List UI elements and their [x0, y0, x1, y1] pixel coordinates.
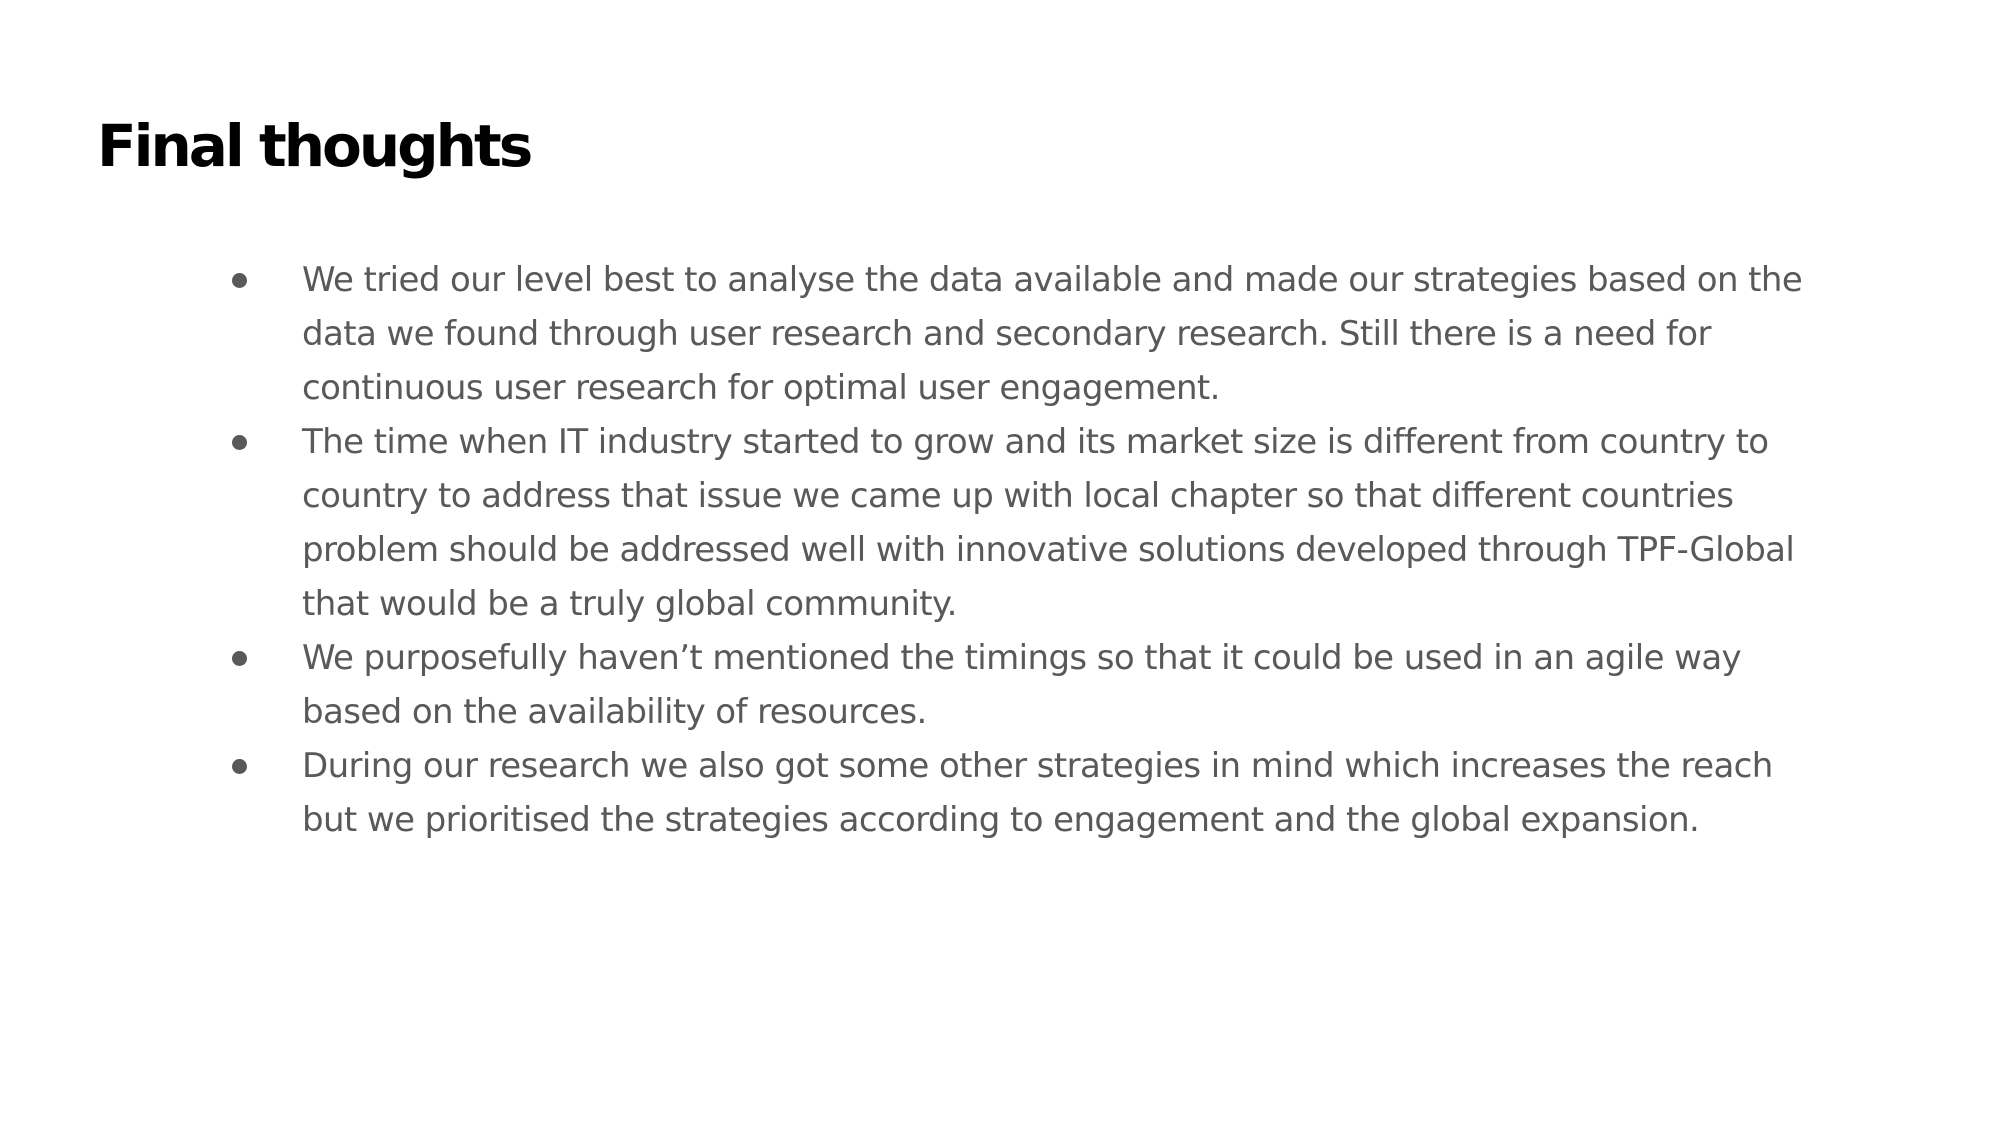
bullet-dot-icon — [232, 651, 247, 666]
bullet-dot-icon — [232, 435, 247, 450]
bullet-dot-icon — [232, 273, 247, 288]
bullet-text: During our research we also got some other strategies in mind which increases the reach but we prioritised the strategies according to engagement and the global expansion. — [302, 746, 1773, 840]
bullet-item — [228, 739, 1828, 847]
bullet-text: The time when IT industry started to grow and its market size is different from country to country to address that issue we came up with local chapter so that different countries problem should be addressed well with innovative solutions developed through TPF-Global that would be a truly global community. — [302, 422, 1795, 624]
bullet-item — [228, 253, 1828, 415]
bullet-text: We purposefully haven’t mentioned the timings so that it could be used in an agile way based on the availability of resources. — [302, 638, 1742, 732]
bullet-item — [228, 415, 1828, 631]
bullet-text: We tried our level best to analyse the data available and made our strategies based on the data we found through user research and secondary research. Still there is a need for continuous user research for optimal user engagement. — [302, 260, 1803, 408]
bullet-dot-icon — [232, 759, 247, 774]
bullet-list — [228, 253, 1828, 847]
slide-title: Final thoughts — [97, 112, 531, 180]
bullet-item — [228, 631, 1828, 739]
